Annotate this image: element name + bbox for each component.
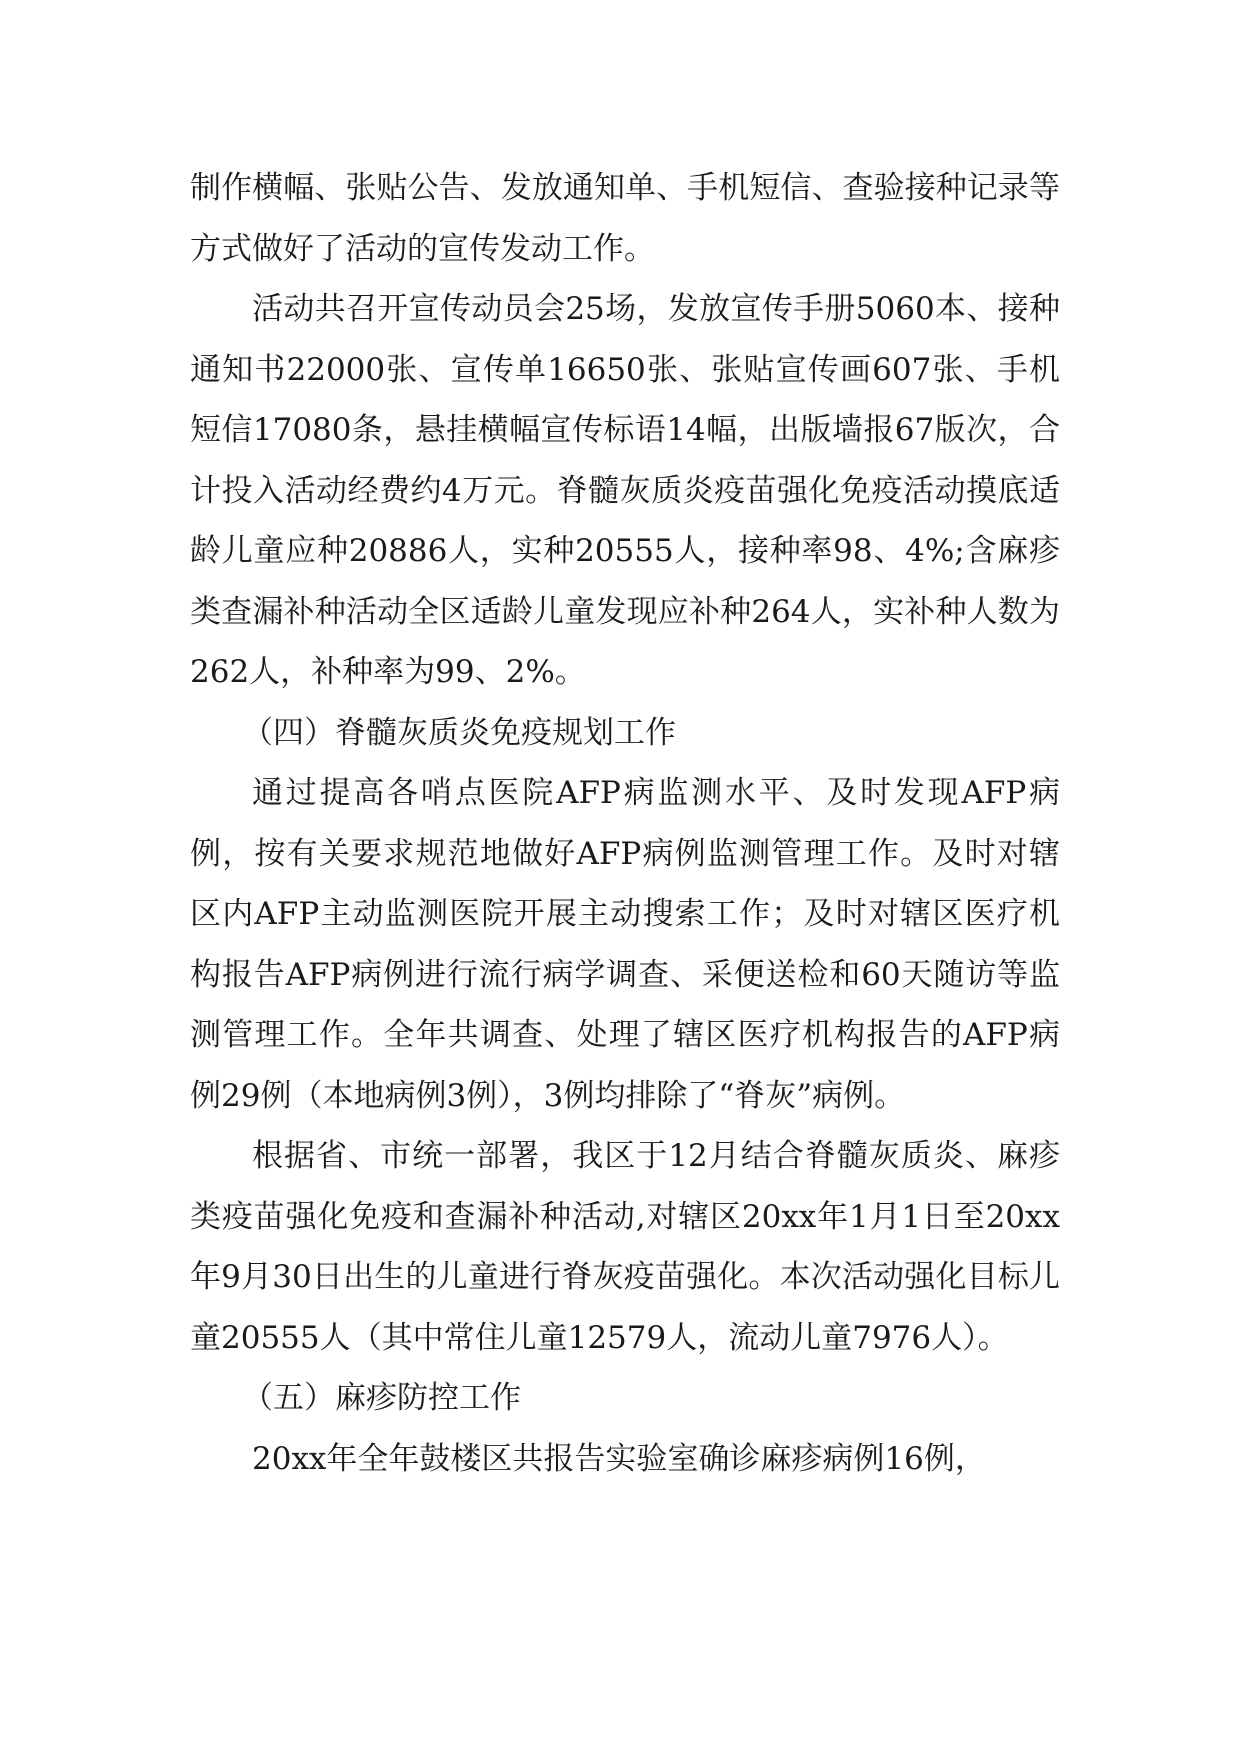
paragraph-afp-surveillance: 通过提高各哨点医院AFP病监测水平、及时发现AFP病例，按有关要求规范地做好AFP病例监测管理工作。及时对辖区内AFP主动监测医院开展主动搜索工作；及时对辖区医疗机构报告AFP病例进行流行病学调查、采便送检和60天随访等监测管理工作。全年共调查、处理了辖区医疗机构报告的AFP病例29例（本地病例3例），3例均排除了“脊灰”病例。	[190, 775, 1060, 1114]
section-heading-measles: （五）麻疹防控工作	[242, 1380, 521, 1416]
paragraph-activity-statistics: 活动共召开宣传动员会25场，发放宣传手册5060本、接种通知书22000张、宣传单16650张、张贴宣传画607张、手机短信17080条，悬挂横幅宣传标语14幅，出版墙报67版次，合计投入活动经费约4万元。脊髓灰质炎疫苗强化免疫活动摸底适龄儿童应种20886人，实种20555人，接种率98、4%;含麻疹类查漏补种活动全区适龄儿童发现应补种264人，实补种人数为262人，补种率为99、2%。	[190, 291, 1060, 690]
document-page	[190, 158, 1060, 1489]
paragraph-publicity-methods: 制作横幅、张贴公告、发放通知单、手机短信、查验接种记录等方式做好了活动的宣传发动工作。	[190, 170, 1060, 267]
paragraph-polio-vaccination: 根据省、市统一部署，我区于12月结合脊髓灰质炎、麻疹类疫苗强化免疫和查漏补种活动,对辖区20xx年1月1日至20xx年9月30日出生的儿童进行脊灰疫苗强化。本次活动强化目标儿童20555人（其中常住儿童12579人，流动儿童7976人）。	[190, 1138, 1060, 1356]
paragraph-measles-cases: 20xx年全年鼓楼区共报告实验室确诊麻疹病例16例，	[252, 1440, 986, 1477]
section-heading-polio: （四）脊髓灰质炎免疫规划工作	[242, 714, 676, 751]
